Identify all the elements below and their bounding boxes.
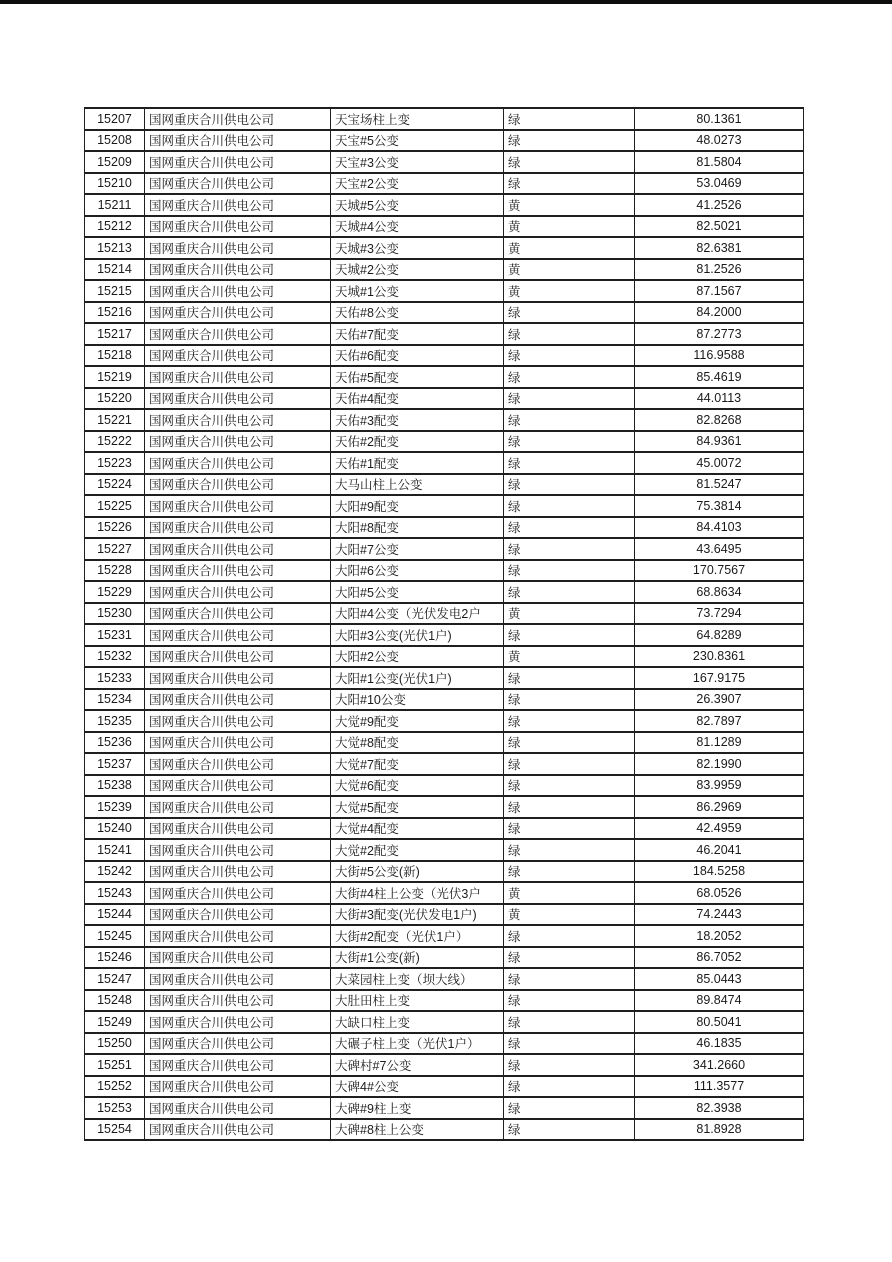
table-row xyxy=(85,366,804,388)
cell-company: 国网重庆合川供电公司 xyxy=(145,474,331,496)
cell-value: 85.4619 xyxy=(635,366,804,388)
cell-row-id: 15207 xyxy=(85,108,145,130)
table-row xyxy=(85,667,804,689)
cell-row-id: 15238 xyxy=(85,775,145,797)
cell-transformer-name: 大街#4柱上公变（光伏3户 xyxy=(331,882,504,904)
cell-transformer-name: 大阳#1公变(光伏1户) xyxy=(331,667,504,689)
cell-row-id: 15237 xyxy=(85,753,145,775)
cell-company: 国网重庆合川供电公司 xyxy=(145,345,331,367)
cell-status: 绿 xyxy=(504,968,635,990)
cell-transformer-name: 大马山柱上公变 xyxy=(331,474,504,496)
table-row xyxy=(85,173,804,195)
cell-value: 86.7052 xyxy=(635,947,804,969)
cell-company: 国网重庆合川供电公司 xyxy=(145,603,331,625)
cell-row-id: 15233 xyxy=(85,667,145,689)
cell-row-id: 15250 xyxy=(85,1033,145,1055)
cell-company: 国网重庆合川供电公司 xyxy=(145,366,331,388)
cell-value: 81.5247 xyxy=(635,474,804,496)
cell-value: 82.6381 xyxy=(635,237,804,259)
cell-value: 68.0526 xyxy=(635,882,804,904)
cell-company: 国网重庆合川供电公司 xyxy=(145,517,331,539)
cell-row-id: 15212 xyxy=(85,216,145,238)
cell-status: 黄 xyxy=(504,280,635,302)
cell-status: 绿 xyxy=(504,173,635,195)
cell-value: 80.5041 xyxy=(635,1011,804,1033)
cell-company: 国网重庆合川供电公司 xyxy=(145,1011,331,1033)
cell-status: 黄 xyxy=(504,603,635,625)
cell-transformer-name: 大觉#6配变 xyxy=(331,775,504,797)
cell-transformer-name: 大觉#8配变 xyxy=(331,732,504,754)
cell-company: 国网重庆合川供电公司 xyxy=(145,259,331,281)
cell-row-id: 15227 xyxy=(85,538,145,560)
cell-value: 84.2000 xyxy=(635,302,804,324)
cell-transformer-name: 天佑#2配变 xyxy=(331,431,504,453)
cell-row-id: 15211 xyxy=(85,194,145,216)
table-body xyxy=(85,108,804,1140)
cell-status: 黄 xyxy=(504,882,635,904)
cell-value: 82.1990 xyxy=(635,753,804,775)
cell-status: 绿 xyxy=(504,818,635,840)
cell-value: 82.5021 xyxy=(635,216,804,238)
cell-company: 国网重庆合川供电公司 xyxy=(145,216,331,238)
cell-value: 81.5804 xyxy=(635,151,804,173)
cell-value: 68.8634 xyxy=(635,581,804,603)
table-row xyxy=(85,925,804,947)
cell-status: 绿 xyxy=(504,732,635,754)
cell-value: 167.9175 xyxy=(635,667,804,689)
table-row xyxy=(85,302,804,324)
cell-row-id: 15251 xyxy=(85,1054,145,1076)
cell-row-id: 15254 xyxy=(85,1119,145,1141)
cell-value: 46.1835 xyxy=(635,1033,804,1055)
cell-row-id: 15240 xyxy=(85,818,145,840)
cell-value: 87.1567 xyxy=(635,280,804,302)
cell-transformer-name: 大觉#9配变 xyxy=(331,710,504,732)
cell-row-id: 15247 xyxy=(85,968,145,990)
cell-status: 绿 xyxy=(504,495,635,517)
cell-company: 国网重庆合川供电公司 xyxy=(145,1097,331,1119)
cell-status: 绿 xyxy=(504,560,635,582)
cell-status: 绿 xyxy=(504,366,635,388)
cell-company: 国网重庆合川供电公司 xyxy=(145,130,331,152)
cell-status: 绿 xyxy=(504,1119,635,1141)
table-row xyxy=(85,517,804,539)
cell-row-id: 15252 xyxy=(85,1076,145,1098)
cell-row-id: 15236 xyxy=(85,732,145,754)
cell-company: 国网重庆合川供电公司 xyxy=(145,581,331,603)
cell-row-id: 15209 xyxy=(85,151,145,173)
table-row xyxy=(85,1054,804,1076)
cell-company: 国网重庆合川供电公司 xyxy=(145,990,331,1012)
cell-value: 84.9361 xyxy=(635,431,804,453)
table-row xyxy=(85,624,804,646)
cell-row-id: 15248 xyxy=(85,990,145,1012)
cell-row-id: 15217 xyxy=(85,323,145,345)
cell-company: 国网重庆合川供电公司 xyxy=(145,882,331,904)
cell-transformer-name: 天佑#1配变 xyxy=(331,452,504,474)
cell-row-id: 15221 xyxy=(85,409,145,431)
table-row xyxy=(85,882,804,904)
cell-company: 国网重庆合川供电公司 xyxy=(145,173,331,195)
table-row xyxy=(85,1119,804,1141)
cell-company: 国网重庆合川供电公司 xyxy=(145,796,331,818)
cell-value: 85.0443 xyxy=(635,968,804,990)
cell-company: 国网重庆合川供电公司 xyxy=(145,151,331,173)
cell-company: 国网重庆合川供电公司 xyxy=(145,302,331,324)
cell-status: 绿 xyxy=(504,839,635,861)
cell-status: 绿 xyxy=(504,1076,635,1098)
cell-row-id: 15210 xyxy=(85,173,145,195)
cell-transformer-name: 大肚田柱上变 xyxy=(331,990,504,1012)
cell-value: 41.2526 xyxy=(635,194,804,216)
cell-row-id: 15230 xyxy=(85,603,145,625)
cell-status: 绿 xyxy=(504,689,635,711)
cell-status: 绿 xyxy=(504,1033,635,1055)
cell-transformer-name: 大觉#5配变 xyxy=(331,796,504,818)
cell-status: 绿 xyxy=(504,667,635,689)
cell-row-id: 15249 xyxy=(85,1011,145,1033)
table-row xyxy=(85,130,804,152)
cell-status: 绿 xyxy=(504,1097,635,1119)
cell-transformer-name: 天城#3公变 xyxy=(331,237,504,259)
cell-company: 国网重庆合川供电公司 xyxy=(145,452,331,474)
table-row xyxy=(85,581,804,603)
table-row xyxy=(85,474,804,496)
cell-value: 230.8361 xyxy=(635,646,804,668)
cell-company: 国网重庆合川供电公司 xyxy=(145,409,331,431)
cell-row-id: 15228 xyxy=(85,560,145,582)
cell-transformer-name: 大觉#7配变 xyxy=(331,753,504,775)
cell-status: 绿 xyxy=(504,581,635,603)
cell-company: 国网重庆合川供电公司 xyxy=(145,646,331,668)
cell-status: 绿 xyxy=(504,1011,635,1033)
cell-company: 国网重庆合川供电公司 xyxy=(145,925,331,947)
cell-company: 国网重庆合川供电公司 xyxy=(145,818,331,840)
cell-transformer-name: 天佑#6配变 xyxy=(331,345,504,367)
cell-company: 国网重庆合川供电公司 xyxy=(145,560,331,582)
cell-company: 国网重庆合川供电公司 xyxy=(145,237,331,259)
cell-company: 国网重庆合川供电公司 xyxy=(145,280,331,302)
table-row xyxy=(85,431,804,453)
cell-status: 绿 xyxy=(504,345,635,367)
cell-status: 黄 xyxy=(504,194,635,216)
cell-value: 341.2660 xyxy=(635,1054,804,1076)
cell-value: 64.8289 xyxy=(635,624,804,646)
table-row xyxy=(85,904,804,926)
table-row xyxy=(85,259,804,281)
cell-transformer-name: 大觉#4配变 xyxy=(331,818,504,840)
cell-transformer-name: 天城#4公变 xyxy=(331,216,504,238)
cell-row-id: 15216 xyxy=(85,302,145,324)
cell-transformer-name: 大阳#6公变 xyxy=(331,560,504,582)
cell-status: 黄 xyxy=(504,904,635,926)
table-row xyxy=(85,1076,804,1098)
cell-status: 绿 xyxy=(504,474,635,496)
cell-row-id: 15225 xyxy=(85,495,145,517)
cell-row-id: 15215 xyxy=(85,280,145,302)
cell-value: 81.1289 xyxy=(635,732,804,754)
table-row xyxy=(85,560,804,582)
cell-row-id: 15239 xyxy=(85,796,145,818)
cell-status: 绿 xyxy=(504,710,635,732)
table-row xyxy=(85,280,804,302)
cell-company: 国网重庆合川供电公司 xyxy=(145,689,331,711)
cell-value: 75.3814 xyxy=(635,495,804,517)
cell-status: 绿 xyxy=(504,409,635,431)
cell-company: 国网重庆合川供电公司 xyxy=(145,904,331,926)
cell-row-id: 15218 xyxy=(85,345,145,367)
table-row xyxy=(85,1011,804,1033)
cell-company: 国网重庆合川供电公司 xyxy=(145,495,331,517)
table-row xyxy=(85,732,804,754)
cell-transformer-name: 大街#1公变(新) xyxy=(331,947,504,969)
cell-value: 184.5258 xyxy=(635,861,804,883)
cell-value: 26.3907 xyxy=(635,689,804,711)
table-row xyxy=(85,216,804,238)
cell-value: 81.2526 xyxy=(635,259,804,281)
cell-transformer-name: 天佑#7配变 xyxy=(331,323,504,345)
cell-company: 国网重庆合川供电公司 xyxy=(145,1054,331,1076)
cell-row-id: 15208 xyxy=(85,130,145,152)
cell-row-id: 15226 xyxy=(85,517,145,539)
cell-row-id: 15243 xyxy=(85,882,145,904)
cell-company: 国网重庆合川供电公司 xyxy=(145,431,331,453)
cell-transformer-name: 大阳#9配变 xyxy=(331,495,504,517)
cell-value: 80.1361 xyxy=(635,108,804,130)
table-row xyxy=(85,646,804,668)
cell-status: 绿 xyxy=(504,388,635,410)
cell-status: 绿 xyxy=(504,990,635,1012)
cell-row-id: 15235 xyxy=(85,710,145,732)
cell-transformer-name: 大碑村#7公变 xyxy=(331,1054,504,1076)
cell-company: 国网重庆合川供电公司 xyxy=(145,323,331,345)
cell-transformer-name: 天佑#4配变 xyxy=(331,388,504,410)
cell-value: 111.3577 xyxy=(635,1076,804,1098)
cell-row-id: 15223 xyxy=(85,452,145,474)
table-row xyxy=(85,237,804,259)
table-row xyxy=(85,990,804,1012)
cell-company: 国网重庆合川供电公司 xyxy=(145,861,331,883)
cell-value: 42.4959 xyxy=(635,818,804,840)
cell-transformer-name: 天宝#3公变 xyxy=(331,151,504,173)
cell-row-id: 15244 xyxy=(85,904,145,926)
cell-value: 83.9959 xyxy=(635,775,804,797)
cell-transformer-name: 大阳#4公变（光伏发电2户 xyxy=(331,603,504,625)
cell-status: 绿 xyxy=(504,517,635,539)
cell-row-id: 15241 xyxy=(85,839,145,861)
table-row xyxy=(85,151,804,173)
cell-transformer-name: 大菜园柱上变（坝大线） xyxy=(331,968,504,990)
cell-company: 国网重庆合川供电公司 xyxy=(145,388,331,410)
cell-value: 81.8928 xyxy=(635,1119,804,1141)
cell-value: 74.2443 xyxy=(635,904,804,926)
cell-status: 绿 xyxy=(504,861,635,883)
cell-row-id: 15246 xyxy=(85,947,145,969)
cell-value: 45.0072 xyxy=(635,452,804,474)
cell-value: 43.6495 xyxy=(635,538,804,560)
cell-value: 18.2052 xyxy=(635,925,804,947)
cell-transformer-name: 大阳#8配变 xyxy=(331,517,504,539)
cell-status: 黄 xyxy=(504,216,635,238)
table-row xyxy=(85,710,804,732)
cell-value: 89.8474 xyxy=(635,990,804,1012)
cell-status: 绿 xyxy=(504,775,635,797)
cell-transformer-name: 大阳#10公变 xyxy=(331,689,504,711)
table-row xyxy=(85,1033,804,1055)
cell-company: 国网重庆合川供电公司 xyxy=(145,775,331,797)
cell-transformer-name: 天城#1公变 xyxy=(331,280,504,302)
table-row xyxy=(85,452,804,474)
cell-status: 黄 xyxy=(504,646,635,668)
cell-transformer-name: 天佑#3配变 xyxy=(331,409,504,431)
table-row xyxy=(85,538,804,560)
table-row xyxy=(85,796,804,818)
cell-transformer-name: 天城#5公变 xyxy=(331,194,504,216)
cell-row-id: 15229 xyxy=(85,581,145,603)
table-row xyxy=(85,1097,804,1119)
cell-row-id: 15245 xyxy=(85,925,145,947)
cell-transformer-name: 天宝场柱上变 xyxy=(331,108,504,130)
cell-status: 绿 xyxy=(504,108,635,130)
cell-row-id: 15242 xyxy=(85,861,145,883)
cell-value: 82.7897 xyxy=(635,710,804,732)
cell-company: 国网重庆合川供电公司 xyxy=(145,1076,331,1098)
transformer-table xyxy=(84,107,804,1141)
cell-company: 国网重庆合川供电公司 xyxy=(145,968,331,990)
table-row xyxy=(85,388,804,410)
cell-row-id: 15222 xyxy=(85,431,145,453)
cell-value: 48.0273 xyxy=(635,130,804,152)
cell-transformer-name: 大碑#8柱上公变 xyxy=(331,1119,504,1141)
table-row xyxy=(85,968,804,990)
cell-company: 国网重庆合川供电公司 xyxy=(145,667,331,689)
cell-value: 170.7567 xyxy=(635,560,804,582)
table-row xyxy=(85,345,804,367)
table-row xyxy=(85,603,804,625)
cell-status: 绿 xyxy=(504,431,635,453)
cell-status: 绿 xyxy=(504,323,635,345)
table-row xyxy=(85,323,804,345)
cell-company: 国网重庆合川供电公司 xyxy=(145,732,331,754)
cell-transformer-name: 天佑#8公变 xyxy=(331,302,504,324)
cell-company: 国网重庆合川供电公司 xyxy=(145,839,331,861)
table-row xyxy=(85,839,804,861)
cell-value: 86.2969 xyxy=(635,796,804,818)
cell-status: 绿 xyxy=(504,130,635,152)
cell-status: 绿 xyxy=(504,302,635,324)
cell-status: 黄 xyxy=(504,259,635,281)
cell-status: 绿 xyxy=(504,925,635,947)
cell-row-id: 15231 xyxy=(85,624,145,646)
table-row xyxy=(85,753,804,775)
table-row xyxy=(85,409,804,431)
transformer-table-container xyxy=(84,107,786,1141)
cell-row-id: 15224 xyxy=(85,474,145,496)
cell-company: 国网重庆合川供电公司 xyxy=(145,194,331,216)
cell-status: 绿 xyxy=(504,538,635,560)
cell-company: 国网重庆合川供电公司 xyxy=(145,753,331,775)
cell-status: 绿 xyxy=(504,452,635,474)
cell-value: 82.8268 xyxy=(635,409,804,431)
cell-value: 82.3938 xyxy=(635,1097,804,1119)
cell-transformer-name: 大碾子柱上变（光伏1户） xyxy=(331,1033,504,1055)
cell-status: 绿 xyxy=(504,947,635,969)
cell-company: 国网重庆合川供电公司 xyxy=(145,710,331,732)
table-row xyxy=(85,689,804,711)
cell-transformer-name: 大阳#5公变 xyxy=(331,581,504,603)
cell-value: 53.0469 xyxy=(635,173,804,195)
cell-status: 黄 xyxy=(504,237,635,259)
cell-status: 绿 xyxy=(504,796,635,818)
table-row xyxy=(85,108,804,130)
cell-company: 国网重庆合川供电公司 xyxy=(145,1119,331,1141)
cell-transformer-name: 大碑#9柱上变 xyxy=(331,1097,504,1119)
table-row xyxy=(85,775,804,797)
cell-company: 国网重庆合川供电公司 xyxy=(145,624,331,646)
page-top-edge-bar xyxy=(0,0,892,4)
cell-transformer-name: 大街#2配变（光伏1户） xyxy=(331,925,504,947)
cell-value: 73.7294 xyxy=(635,603,804,625)
cell-transformer-name: 大街#3配变(光伏发电1户) xyxy=(331,904,504,926)
cell-row-id: 15214 xyxy=(85,259,145,281)
cell-row-id: 15220 xyxy=(85,388,145,410)
cell-row-id: 15213 xyxy=(85,237,145,259)
cell-company: 国网重庆合川供电公司 xyxy=(145,1033,331,1055)
cell-company: 国网重庆合川供电公司 xyxy=(145,108,331,130)
table-row xyxy=(85,947,804,969)
cell-company: 国网重庆合川供电公司 xyxy=(145,538,331,560)
cell-status: 绿 xyxy=(504,151,635,173)
cell-row-id: 15253 xyxy=(85,1097,145,1119)
table-row xyxy=(85,861,804,883)
cell-transformer-name: 大缺口柱上变 xyxy=(331,1011,504,1033)
cell-transformer-name: 天宝#2公变 xyxy=(331,173,504,195)
cell-value: 46.2041 xyxy=(635,839,804,861)
cell-transformer-name: 大觉#2配变 xyxy=(331,839,504,861)
cell-transformer-name: 天佑#5配变 xyxy=(331,366,504,388)
cell-transformer-name: 天宝#5公变 xyxy=(331,130,504,152)
cell-value: 84.4103 xyxy=(635,517,804,539)
cell-row-id: 15232 xyxy=(85,646,145,668)
cell-value: 87.2773 xyxy=(635,323,804,345)
cell-transformer-name: 大阳#2公变 xyxy=(331,646,504,668)
cell-status: 绿 xyxy=(504,624,635,646)
cell-company: 国网重庆合川供电公司 xyxy=(145,947,331,969)
cell-transformer-name: 大阳#7公变 xyxy=(331,538,504,560)
cell-status: 绿 xyxy=(504,753,635,775)
cell-row-id: 15219 xyxy=(85,366,145,388)
cell-transformer-name: 天城#2公变 xyxy=(331,259,504,281)
cell-transformer-name: 大阳#3公变(光伏1户) xyxy=(331,624,504,646)
table-row xyxy=(85,818,804,840)
cell-transformer-name: 大街#5公变(新) xyxy=(331,861,504,883)
cell-value: 44.0113 xyxy=(635,388,804,410)
cell-row-id: 15234 xyxy=(85,689,145,711)
table-row xyxy=(85,495,804,517)
cell-status: 绿 xyxy=(504,1054,635,1076)
cell-value: 116.9588 xyxy=(635,345,804,367)
table-row xyxy=(85,194,804,216)
cell-transformer-name: 大碑4#公变 xyxy=(331,1076,504,1098)
